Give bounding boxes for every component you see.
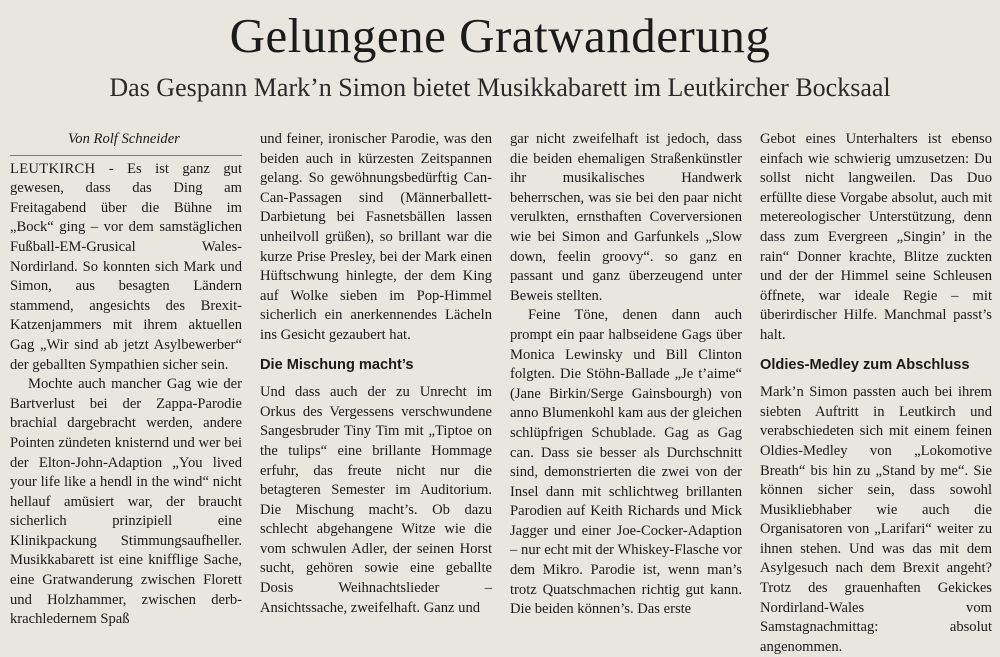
byline: Von Rolf Schneider (68, 131, 180, 147)
paragraph-1 (10, 160, 242, 376)
article-column-3 (510, 130, 742, 620)
article-column-2 (260, 130, 492, 618)
paragraph-2: Mochte auch mancher Gag wie der Bartverlust bei der Zappa-Parodie brachial dargebracht werden, andere Pointen zündeten knisternd und wer bei der Elton-John-Adaption „You lived your life like a hendl in the wind“ nicht hellauf amüsiert war, der braucht sicherlich prinzipiell eine Klinikpackung Stimmungsaufheller. Musikkabarett ist eine knifflige Sache, eine Gratwanderung zwischen Florett und Holzhammer, zwischen derb-krachledernem Spaß (10, 376, 242, 628)
paragraph-6: Feine Töne, denen dann auch prompt ein paar halbseidene Gags über Monica Lewinsky und Bill Clinton folgten. Die Stöhn-Ballade „Je t’aime“ (Jane Birkin/Serge Gainsbourgh) von anno Blumenkohl kam aus der gleichen schlüpfrigen Schublade. Gag as Gag can. Dass sie besser als Durchschnitt sind, demonstrierten die zwei von der Insel dann mit schlichtweg brillanten Parodien auf Keith Richards und Mick Jagger und einer Joe-Cocker-Adaption – nur echt mit der Whiskey-Flasche vor dem Mikro. Parodie ist, wenn man’s trotz Quatschmachen richtig gut kann. Die beiden können’s. Das erste (510, 307, 742, 618)
paragraph-1-text: - Es ist ganz gut gewesen, dass das Ding am Freitagabend über die Bühne im „Bock“ ging – vor dem samstäglichen Fußball-EM-Grusical Wales-Nordirland. So konnten sich Mark und Simon, aus besagten Ländern stammend, angesichts des Brexit-Katzenjammers mit ihrem aktuellen Gag „Wir sind ab jetzt Asylbewerber“ der geballten Sympathien sicher sein. (10, 160, 242, 373)
paragraph-8: Mark’n Simon passten auch bei ihrem siebten Auftritt in Leutkirch und verabschiedeten sich mit einem feinen Oldies-Medley von „Lokomotive Breath“ bis hin zu „Stand by me“. Sie können sicher sein, dass sowohl Musikliebhaber wie auch die Organisatoren von „Larifari“ weiter zu ihnen stehen. Und was das mit dem Asylgesuch nach dem Brexit angeht? Trotz des grauenhaften Gekickes Nordirland-Wales vom Samstagnachmittag: absolut angenommen. (760, 384, 992, 655)
section-heading-mischung: Die Mischung macht’s (260, 356, 414, 373)
paragraph-7: Gebot eines Unterhalters ist ebenso einfach wie schwierig umzusetzen: Du sollst nicht langweilen. Das Duo erfüllte diese Vorgabe absolut, auch mit metereologischer Unterstützung, denn dass zum Evergreen „Singin’ in the rain“ Donner krachte, Blitze zuckten und der der Himmel seine Schleusen öffnete, war ideale Regie – mit überirdischer Hilfe. Manchmal passt’s halt. (760, 131, 992, 343)
paragraph-4: Und dass auch der zu Unrecht im Orkus des Vergessens verschwundene Sangesbruder Tiny Tim mit „Tiptoe on the tulips“ eine brillante Hommage erfuhr, das freute nicht nur die betagteren Semester im Auditorium. Die Mischung macht’s. Ob dazu schlecht abgehangene Witze wie die vom schwulen Adler, der seinen Horst sucht, gehören sowie eine geballte Dosis Weihnachtslieder – Ansichtssache, zweifelhaft. Ganz und (260, 384, 492, 616)
article-column-1 (10, 130, 242, 630)
subheadline: Das Gespann Mark’n Simon bietet Musikkabarett im Leutkircher Bocksaal (109, 73, 891, 102)
paragraph-3: und feiner, ironischer Parodie, was den beiden auch in kürzesten Zeitspannen gelang. So gewöhnungsbedürftig Can-Can-Passagen sind (Männerballett-Darbietung bei Fasnetsbällen lassen unheilvoll grüßen), so brillant war die kurze Prise Presley, bei der Mark einen Hüftschwung hinlegte, der dem King auf Wolke sieben im Pop-Himmel sicherlich ein anerkennendes Lächeln ins Gesicht gezaubert hat. (260, 131, 492, 343)
article-column-4 (760, 130, 992, 657)
paragraph-5: gar nicht zweifelhaft ist jedoch, dass die beiden ehemaligen Straßenkünstler ihr musikalisches Handwerk beherrschen, was sie bei den paar nicht verulkten, ernsthaften Coverversionen wie bei Simon and Garfunkels „Slow down, feelin groovy“. so ganz en passant und ganz überzeugend unter Beweis stellten. (510, 131, 742, 304)
byline-rule (10, 155, 242, 156)
dateline: LEUTKIRCH (10, 160, 96, 177)
section-heading-oldies: Oldies-Medley zum Abschluss (760, 356, 970, 373)
headline: Gelungene Gratwanderung (229, 8, 771, 63)
